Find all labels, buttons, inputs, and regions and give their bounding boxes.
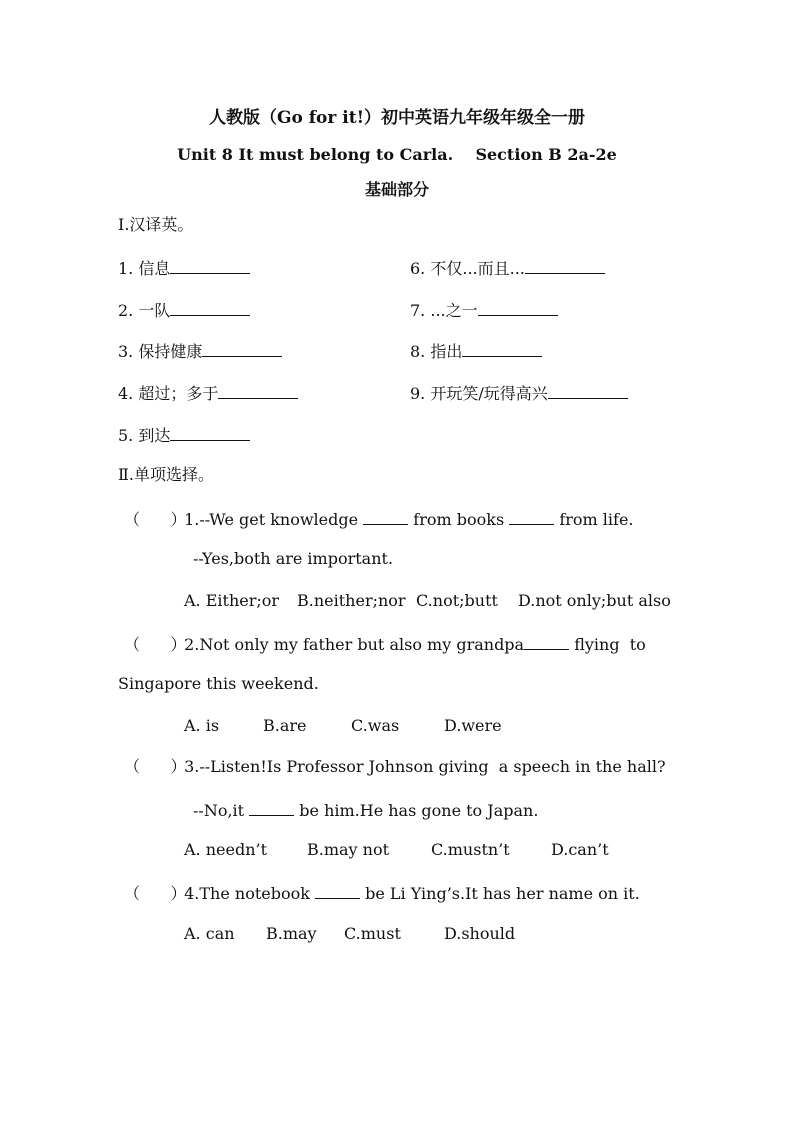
section-label: 基础部分 [364,180,429,199]
item-text: 保持健康 [138,342,203,361]
q1-part2: from books [413,510,505,529]
question-4 [124,882,640,904]
item-text: 一队 [138,301,171,320]
option-a[interactable]: A. is [184,716,220,735]
option-c[interactable]: C.must [344,924,401,943]
answer-blank[interactable] [170,424,250,441]
answer-blank[interactable] [548,382,628,399]
option-b[interactable]: B.may [266,924,317,943]
q2-continuation: Singapore this weekend. [118,674,319,693]
option-c[interactable]: C.not;butt [416,591,498,610]
answer-blank[interactable] [315,882,360,899]
option-d[interactable]: D.not only;but also [518,591,671,610]
option-d[interactable]: D.should [444,924,516,943]
item-number: 7. [410,301,426,320]
q2-options [184,716,502,736]
item-text: ...之一 [430,301,478,320]
translate-item-8 [410,340,542,362]
translate-item-3 [118,340,282,362]
option-b[interactable]: B.may not [307,840,390,859]
q3-reply [193,799,538,821]
item-text: 超过；多于 [138,384,219,403]
q3-text: 3.--Listen!Is Professor Johnson giving a speech in the hall? [184,757,666,776]
unit-subtitle: Unit 8 It must belong to Carla. Section B 2a-2e [177,145,617,164]
item-number: 6. [410,259,426,278]
answer-blank[interactable] [170,299,250,316]
item-text: 指出 [430,342,463,361]
option-d[interactable]: D.were [444,716,502,735]
item-number: 5. [118,426,134,445]
q3-reply-part1: --No,it [193,801,245,820]
item-number: 4. [118,384,134,403]
item-text: 不仅...而且... [430,259,525,278]
translate-item-7 [410,299,558,321]
translate-item-9 [410,382,628,404]
option-a[interactable]: A. Either;or [184,591,280,610]
translate-item-6 [410,257,605,279]
question-1 [124,508,634,530]
answer-paren[interactable]: （ ） [124,757,187,776]
translate-item-4 [118,382,298,404]
question-2 [124,633,646,655]
item-text: 开玩笑/玩得高兴 [430,384,548,403]
q1-part3: from life. [559,510,634,529]
q2-part1: 2.Not only my father but also my grandpa [184,635,525,654]
part1-heading: Ⅰ.汉译英。 [118,215,194,234]
answer-blank[interactable] [170,257,250,274]
item-number: 9. [410,384,426,403]
answer-blank[interactable] [509,508,554,525]
option-c[interactable]: C.mustn’t [431,840,510,859]
q2-part2: flying to [574,635,646,654]
translate-item-5 [118,424,250,446]
page-title: 人教版（Go for it!）初中英语九年级年级全一册 [208,108,586,128]
item-number: 1. [118,259,134,278]
answer-blank[interactable] [524,633,569,650]
answer-blank[interactable] [462,340,542,357]
answer-paren[interactable]: （ ） [124,884,187,903]
answer-blank[interactable] [363,508,408,525]
answer-blank[interactable] [202,340,282,357]
option-c[interactable]: C.was [351,716,400,735]
answer-blank[interactable] [525,257,605,274]
item-text: 到达 [138,426,171,445]
item-text: 信息 [138,259,171,278]
option-b[interactable]: B.are [263,716,307,735]
q3-options [184,840,609,860]
answer-paren[interactable]: （ ） [124,635,187,654]
answer-blank[interactable] [218,382,298,399]
q1-reply: --Yes,both are important. [193,549,394,568]
item-number: 2. [118,301,134,320]
answer-blank[interactable] [478,299,558,316]
option-d[interactable]: D.can’t [551,840,609,859]
answer-paren[interactable]: （ ） [124,510,187,529]
q4-part2: be Li Ying’s.It has her name on it. [365,884,640,903]
option-a[interactable]: A. needn’t [184,840,268,859]
translate-item-2 [118,299,250,321]
option-b[interactable]: B.neither;nor [297,591,406,610]
q3-reply-part2: be him.He has gone to Japan. [299,801,539,820]
q1-part1: 1.--We get knowledge [184,510,359,529]
q4-part1: 4.The notebook [184,884,310,903]
part2-heading: Ⅱ.单项选择。 [118,465,214,484]
translate-item-1 [118,257,250,279]
q4-options [184,924,515,944]
option-a[interactable]: A. can [184,924,235,943]
answer-blank[interactable] [249,799,294,816]
q1-options [184,591,671,611]
question-3 [124,757,666,777]
item-number: 8. [410,342,426,361]
item-number: 3. [118,342,134,361]
